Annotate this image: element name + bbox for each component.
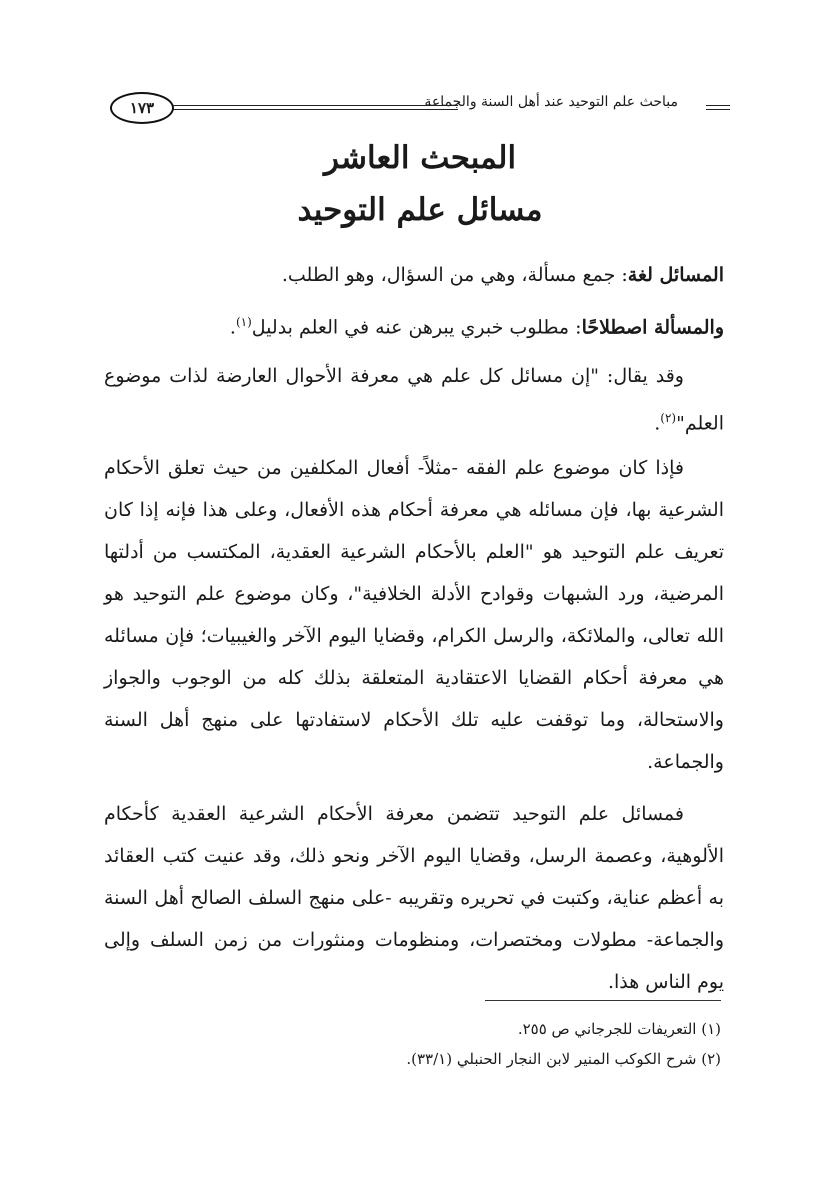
footnote-separator bbox=[485, 1000, 721, 1001]
footnote-ref-2[interactable]: (٢) bbox=[660, 411, 677, 425]
paragraph-issues-summary: فمسائل علم التوحيد تتضمن معرفة الأحكام الشرعية العقدية كأحكام الألوهية، وعصمة الرسل، وقضايا اليوم الآخر ونحو ذلك، وقد عنيت كتب العقائد به أعظم عناية، وكتبت في تحريره وتقريبه -على منهج السلف الصالح أهل السنة والجماعة- مطولات ومختصرات، ومنظومات ومنثورات من زمن السلف وإلى يوم الناس هذا. bbox=[104, 803, 724, 993]
term-bold: والمسألة اصطلاحًا bbox=[581, 316, 724, 339]
running-header-title: مباحث علم التوحيد عند أهل السنة والجماعة bbox=[424, 94, 678, 110]
chapter-title: المبحث العاشر bbox=[323, 140, 517, 176]
header-dash-line bbox=[706, 109, 730, 110]
footnote-ref-1[interactable]: (١) bbox=[235, 315, 252, 329]
paragraph-end: . bbox=[654, 412, 661, 435]
header-rule-line bbox=[166, 109, 458, 110]
term-bold: المسائل لغة bbox=[627, 264, 724, 286]
paragraph-definition-lexical bbox=[104, 257, 724, 293]
footnote-2: (٢) شرح الكوكب المنير لابن النجار الحنبلي (٣٣/١). bbox=[406, 1050, 721, 1068]
footnote-1: (١) التعريفات للجرجاني ص ٢٥٥. bbox=[517, 1020, 721, 1038]
paragraph-fiqh-analogy: فإذا كان موضوع علم الفقه -مثلاً- أفعال المكلفين من حيث تعلق الأحكام الشرعية بها، فإن مسائله هي معرفة أحكام هذه الأفعال، وعلى هذا فإنه إذا كان تعريف علم التوحيد هو "العلم بالأحكام الشرعية العقدية، المكتسب من أدلتها المرضية، ورد الشبهات وقوادح الأدلة الخلافية"، وكان موضوع علم التوحيد هو الله تعالى، والملائكة، والرسل الكرام، وقضايا اليوم الآخر والغيبيات؛ فإن مسائله هي معرفة أحكام القضايا الاعتقادية المتعلقة بذلك كله من الوجوب والجواز والاستحالة، وما توقفت عليه تلك الأحكام لاستفادتها على منهج أهل السنة والجماعة. bbox=[104, 457, 724, 773]
running-header bbox=[110, 92, 730, 132]
section-title: مسائل علم التوحيد bbox=[297, 192, 543, 228]
header-dash-line bbox=[706, 105, 730, 106]
paragraph-end: . bbox=[229, 316, 236, 339]
header-rule-line bbox=[166, 105, 458, 106]
page-number: ١٧٣ bbox=[110, 92, 174, 124]
paragraph-text: : جمع مسألة، وهي من السؤال، وهو الطلب. bbox=[281, 264, 628, 286]
paragraph-text: : مطلوب خبري يبرهن عنه في العلم بدليل bbox=[251, 316, 582, 339]
paragraph-definition-technical bbox=[104, 304, 724, 345]
paragraph-text: وقد يقال: "إن مسائل كل علم هي معرفة الأحوال العارضة لذات موضوع العلم" bbox=[104, 365, 724, 435]
paragraph-quote bbox=[104, 355, 724, 444]
